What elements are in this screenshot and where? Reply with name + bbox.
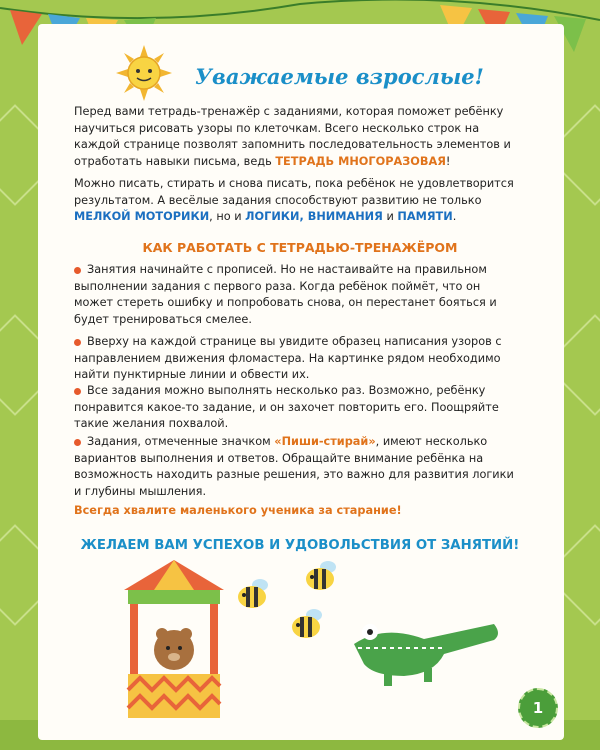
bullet-item [74,334,514,384]
wish-heading: ЖЕЛАЕМ ВАМ УСПЕХОВ И УДОВОЛЬСТВИЯ ОТ ЗАНЯТИЙ! [80,538,520,553]
bullet-dot-icon [74,267,81,274]
crocodile-illustration [344,604,504,694]
write-erase-badge: «Пиши-стирай» [274,435,376,448]
intro-p1-end: ! [445,154,451,168]
intro-paragraph-1 [74,104,516,170]
page-number: 1 [518,688,558,728]
intro-p1-text: Перед вами тетрадь-тренажёр с заданиями, которая поможет ребёнку научиться рисовать узоры по клеточкам. Всего несколько строк на каждой странице позволят запомнить последовательность элементов и отработать навыки письма, ведь [74,105,511,168]
intro-p2-text: Можно писать, стирать и снова писать, пока ребёнок не удовлетворится результатом. А весёлые задания способствуют развитию не только [74,177,514,207]
bullet-dot-icon [74,439,81,446]
bullet-text-after: , имеют несколько вариантов выполнения и ответов. Обращайте внимание ребёнка на возможность находить разные решения, это важно для развития логики и глубины мышления. [74,435,514,498]
bee-icon [300,557,340,597]
section-heading: КАК РАБОТАТЬ С ТЕТРАДЬЮ-ТРЕНАЖЁРОМ [142,240,458,255]
bullet-text: Все задания можно выполнять несколько раз. Возможно, ребёнку понравится какое-то задание, и он захочет повторить его. Поощряйте такие желания похвалой. [74,384,499,431]
intro-p2-end: . [452,210,457,224]
reusable-highlight: ТЕТРАДЬ МНОГОРАЗОВАЯ [275,154,446,168]
bullet-text-before: Задания, отмеченные значком [87,435,271,448]
sun-icon [116,45,172,101]
bullet-text: Вверху на каждой странице вы увидите образец написания узоров с направлением движения фломастера. На картинке рядом необходимо найти пунктирные линии и обвести их. [74,335,502,382]
skill-memory: ПАМЯТИ [397,210,453,224]
skill-logic-attention: ЛОГИКИ, ВНИМАНИЯ [245,210,383,224]
bullet-dot-icon [74,339,81,346]
intro-p2-mid2: и [386,210,394,224]
page-title: Уважаемые взрослые! [195,64,484,89]
intro-p2-mid1: , но и [209,210,242,224]
bullet-text: Занятия начинайте с прописей. Но не настаивайте на правильном выполнении задания с первого раза. Когда ребёнок поймёт, что он может стереть ошибку и попробовать снова, он перестанет бояться и будет тренироваться смелее. [74,263,497,326]
bee-icon [286,605,326,645]
bullet-item [74,383,514,433]
circus-booth-illustration [124,560,224,720]
bullet-item [74,434,514,500]
intro-paragraph-2 [74,176,516,226]
bee-icon [232,575,272,615]
bullet-item [74,262,514,328]
skill-motor: МЕЛКОЙ МОТОРИКИ [74,210,210,224]
praise-note: Всегда хвалите маленького ученика за старание! [74,504,402,517]
bullet-dot-icon [74,388,81,395]
